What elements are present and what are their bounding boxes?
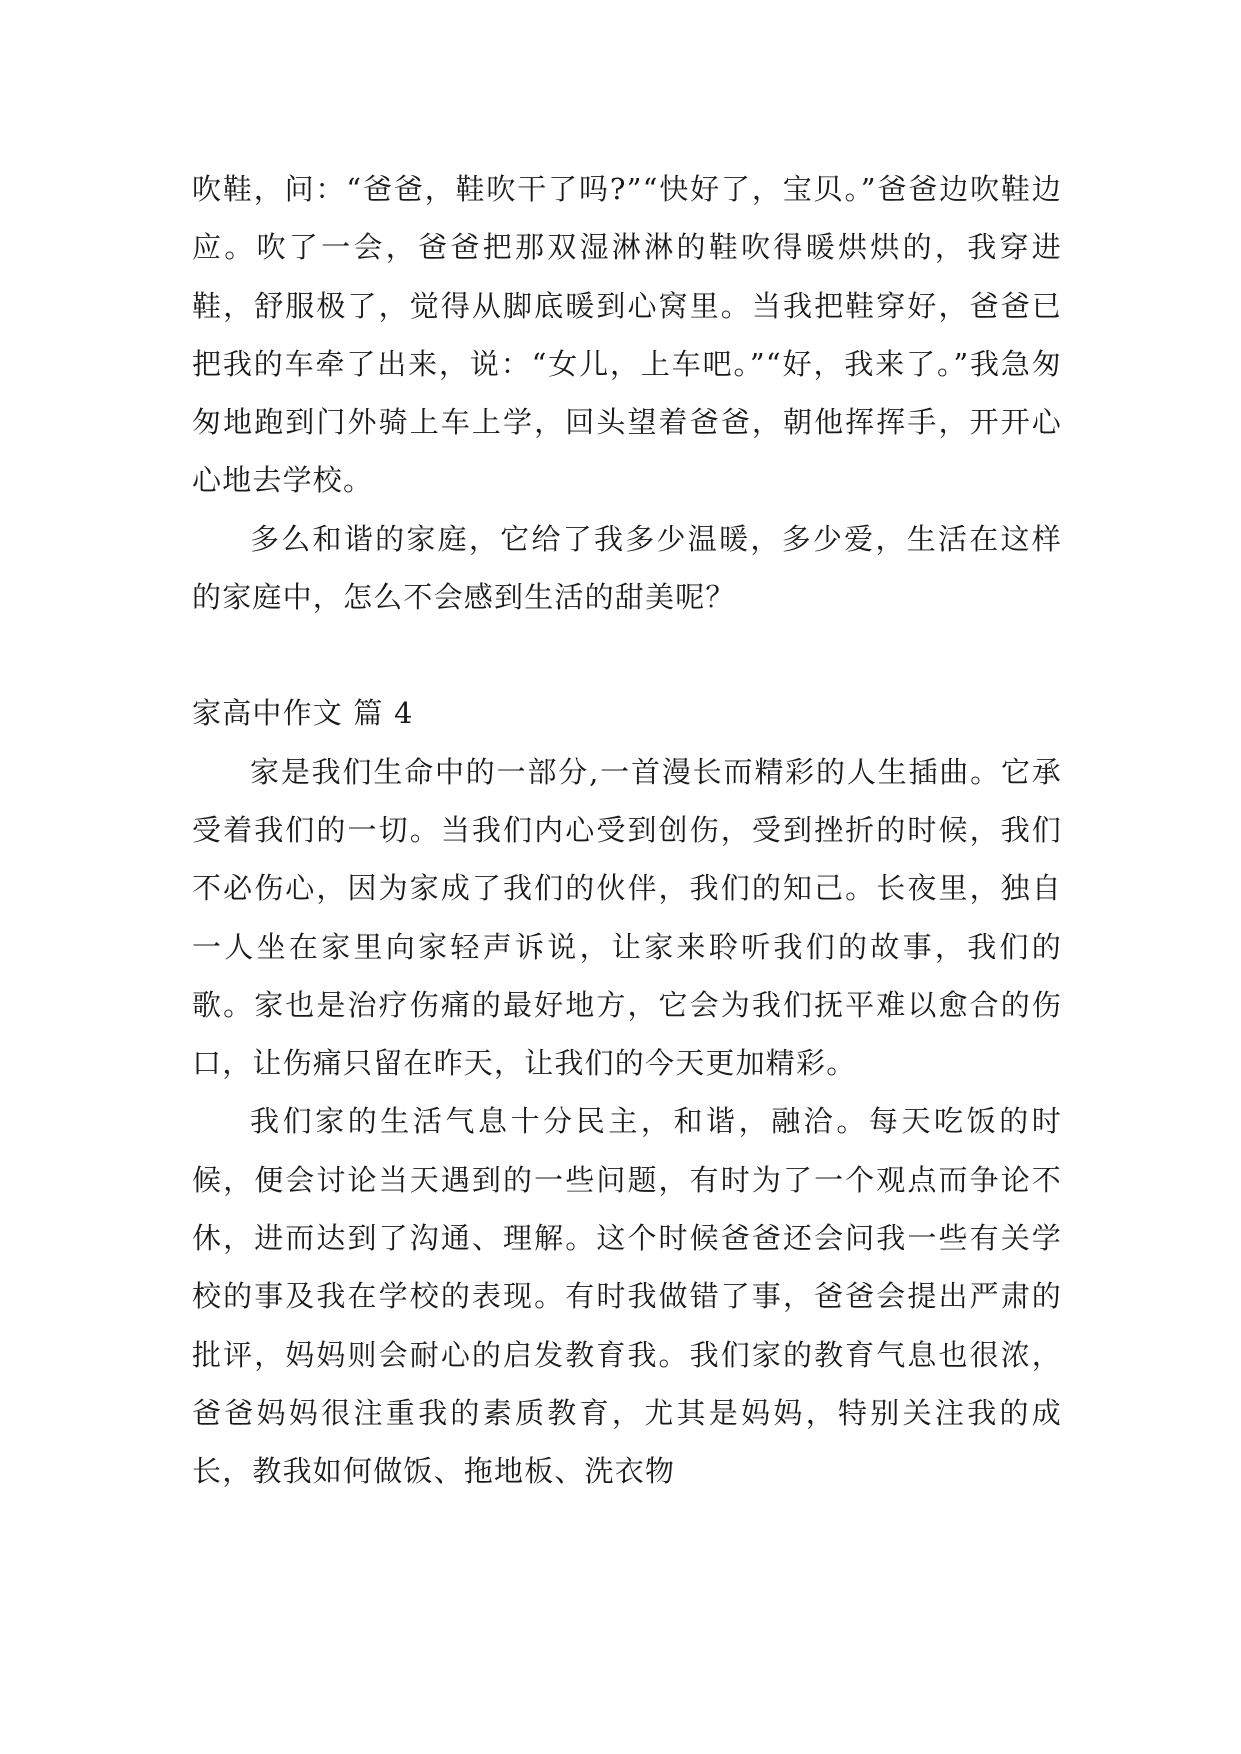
section-heading: 家高中作文 篇 4 <box>192 696 414 731</box>
paragraph-closing: 多么和谐的家庭，它给了我多少温暖，多少爱，生活在这样的家庭中，怎么不会感到生活的甜美呢？ <box>192 521 1062 615</box>
document-body <box>192 160 1062 1501</box>
paragraph-section-1: 家是我们生命中的一部分,一首漫长而精彩的人生插曲。它承受着我们的一切。当我们内心受到创伤，受到挫折的时候，我们不必伤心，因为家成了我们的伙伴，我们的知己。长夜里，独自一人坐在家里向家轻声诉说，让家来聆听我们的故事，我们的歌。家也是治疗伤痛的最好地方，它会为我们抚平难以愈合的伤口，让伤痛只留在昨天，让我们的今天更加精彩。 <box>192 754 1062 1081</box>
paragraph-section-2: 我们家的生活气息十分民主，和谐，融洽。每天吃饭的时候，便会讨论当天遇到的一些问题，有时为了一个观点而争论不休，进而达到了沟通、理解。这个时候爸爸还会问我一些有关学校的事及我在学校的表现。有时我做错了事，爸爸会提出严肃的批评，妈妈则会耐心的启发教育我。我们家的教育气息也很浓，爸爸妈妈很注重我的素质教育，尤其是妈妈，特别关注我的成长，教我如何做饭、拖地板、洗衣物 <box>192 1104 1062 1489</box>
paragraph-continuation: 吹鞋，问：“爸爸，鞋吹干了吗?”“快好了，宝贝。”爸爸边吹鞋边应。吹了一会，爸爸把那双湿淋淋的鞋吹得暖烘烘的，我穿进鞋，舒服极了，觉得从脚底暖到心窝里。当我把鞋穿好，爸爸已把我的车牵了出来，说：“女儿，上车吧。”“好，我来了。”我急匆匆地跑到门外骑上车上学，回头望着爸爸，朝他挥挥手，开开心心地去学校。 <box>192 172 1062 498</box>
